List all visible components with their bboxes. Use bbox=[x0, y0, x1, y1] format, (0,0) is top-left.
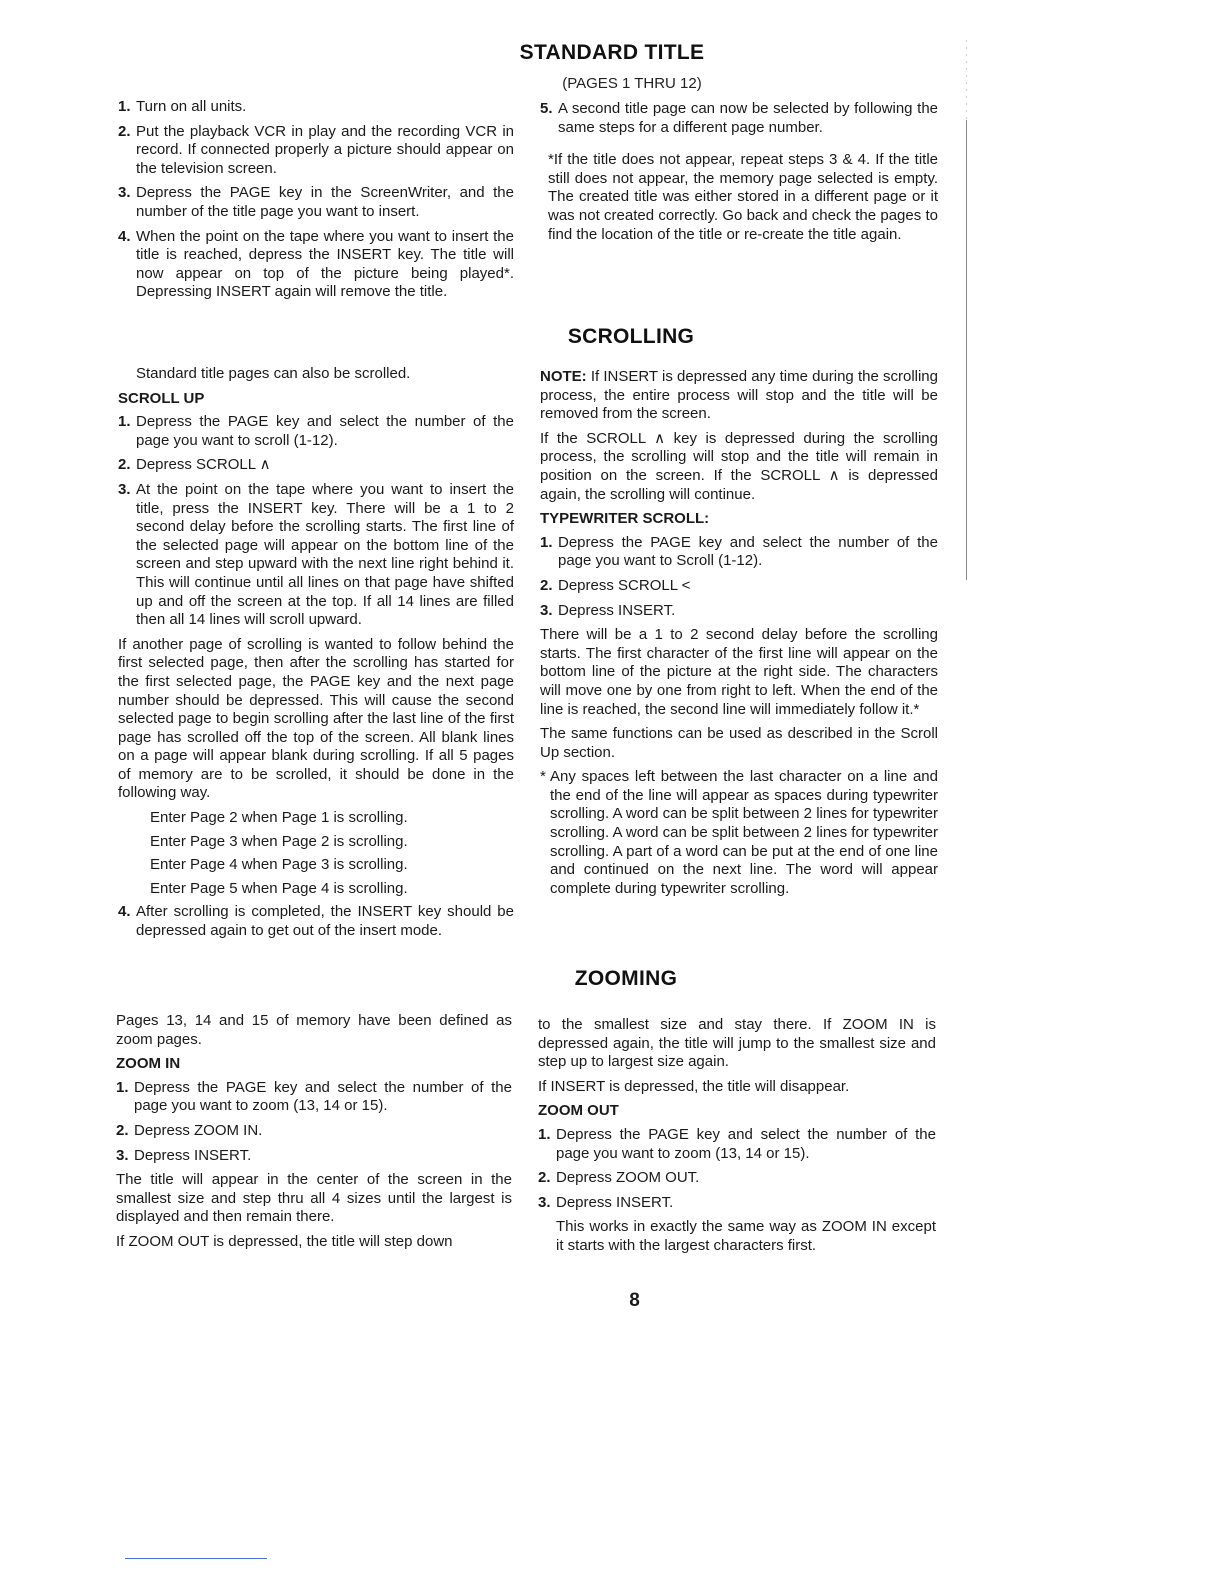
list-item: 2. Depress ZOOM OUT. bbox=[538, 1169, 700, 1187]
list-item: 1. Depress the PAGE key and select the number of the page you want to Scroll (1-12). bbox=[540, 533, 938, 570]
list-item: 3. Depress INSERT. bbox=[540, 601, 676, 619]
zoom-out-label: ZOOM OUT bbox=[538, 1102, 619, 1120]
zooming-intro: Pages 13, 14 and 15 of memory have been defined as zoom pages. bbox=[116, 1012, 512, 1048]
scrolling-note: NOTE: If INSERT is depressed any time during the scrolling process, the entire process will stop and the title will be removed from the screen. bbox=[540, 368, 938, 423]
typewriter-description: There will be a 1 to 2 second delay before the scrolling starts. The first character of the first line will appear on the bottom line of the picture at the right side. The characters will move one by one from right to left. When the end of the line is reached, the second line will immediately follow it.* bbox=[540, 626, 938, 718]
zoom-out-continued: to the smallest size and stay there. If ZOOM IN is depressed again, the title will jump to the smallest size and step up to largest size again. bbox=[538, 1016, 936, 1071]
insert-disappear-text: If INSERT is depressed, the title will disappear. bbox=[538, 1077, 850, 1095]
scrolling-right-column bbox=[540, 368, 938, 904]
standard-title-footnote: *If the title does not appear, repeat steps 3 & 4. If the title still does not appear, the memory page selected is empty. The created title was either stored in a different page or it was not created correctly. Go back and check the pages to find the location of the title or re-create the title again. bbox=[548, 151, 938, 243]
typewriter-footnote: * Any spaces left between the last character on a line and the end of the line will appear as spaces during typewriter scrolling. A word can be split between 2 lines for typewriter scrolling. A word can be split between 2 lines for typewriter scrolling. A part of a word can be put at the end of one line and continued on the next line. The word will appear complete during typewriter scrolling. bbox=[540, 768, 938, 897]
list-item: 3. Depress INSERT. bbox=[116, 1146, 252, 1164]
list-item: 1. Depress the PAGE key and select the number of the page you want to scroll (1-12). bbox=[118, 413, 514, 449]
list-item: 2. Depress SCROLL ∧ bbox=[118, 456, 271, 474]
scrolling-heading: SCROLLING bbox=[567, 325, 695, 348]
list-item: 4. When the point on the tape where you want to insert the title is reached, depress the INSERT key. The title will now appear on top of the picture being played*. Depressing INSERT again will remove the title. bbox=[118, 227, 514, 301]
list-item: 2. Put the playback VCR in play and the recording VCR in record. If connected properly a picture should appear on the television screen. bbox=[118, 122, 514, 177]
standard-title-right-column bbox=[540, 100, 938, 250]
list-item: 3. At the point on the tape where you want to insert the title, press the INSERT key. There will be a 1 to 2 second delay before the scrolling starts. The first line of the selected page will appear on the bottom line of the screen and step upward with the next line right behind it. This will continue until all lines on that page have shifted up and off the screen at the top. If all 14 lines are filled then all 14 lines will scroll upward. bbox=[118, 480, 514, 629]
zoom-in-description: The title will appear in the center of the screen in the smallest size and step thru all 4 sizes until the largest is displayed and then remain there. bbox=[116, 1171, 512, 1226]
enter-line: Enter Page 4 when Page 3 is scrolling. bbox=[150, 856, 408, 874]
standard-title-heading: STANDARD TITLE bbox=[519, 41, 705, 64]
standard-title-left-column bbox=[118, 98, 514, 308]
list-item: 4. After scrolling is completed, the INSERT key should be depressed again to get out of the insert mode. bbox=[118, 903, 514, 940]
scrolling-left-column bbox=[118, 365, 514, 947]
enter-line: Enter Page 5 when Page 4 is scrolling. bbox=[150, 879, 408, 897]
zooming-heading: ZOOMING bbox=[574, 967, 678, 990]
margin-dots bbox=[966, 40, 967, 120]
another-page-text: If another page of scrolling is wanted to follow behind the first selected page, then after the scrolling has started for the first selected page, the PAGE key and the next page number should be depressed. This will cause the second selected page to begin scrolling after the last line of the first page has scrolled off the top of the screen. All blank lines on a page will appear blank during scrolling. If all 5 pages of memory are to be scrolled, it should be done in the following way. bbox=[118, 635, 514, 802]
zoom-out-description: This works in exactly the same way as ZOOM IN except it starts with the largest characters first. bbox=[556, 1218, 936, 1254]
zooming-right-column bbox=[538, 1016, 936, 1262]
enter-line: Enter Page 3 when Page 2 is scrolling. bbox=[150, 832, 408, 850]
list-item: 3. Depress INSERT. bbox=[538, 1193, 674, 1211]
standard-title-subheading: (PAGES 1 THRU 12) bbox=[562, 75, 702, 92]
page-number: 8 bbox=[629, 1290, 640, 1311]
list-item: 1. Depress the PAGE key and select the number of the page you want to zoom (13, 14 or 15). bbox=[116, 1078, 512, 1115]
zoom-in-label: ZOOM IN bbox=[116, 1055, 181, 1073]
margin-line bbox=[966, 120, 967, 580]
list-item: 2. Depress ZOOM IN. bbox=[116, 1121, 263, 1139]
footer-rule bbox=[125, 1558, 267, 1559]
enter-line: Enter Page 2 when Page 1 is scrolling. bbox=[150, 809, 408, 827]
zooming-left-column bbox=[116, 1012, 512, 1258]
scroll-up-label: SCROLL UP bbox=[118, 389, 205, 407]
list-item: 5. A second title page can now be selected by following the same steps for a different page number. bbox=[540, 100, 938, 136]
typewriter-scroll-label: TYPEWRITER SCROLL: bbox=[540, 510, 710, 528]
scrolling-intro: Standard title pages can also be scrolled. bbox=[136, 365, 411, 382]
list-item: 1. Depress the PAGE key and select the number of the page you want to zoom (13, 14 or 15). bbox=[538, 1125, 936, 1162]
same-functions-text: The same functions can be used as described in the Scroll Up section. bbox=[540, 725, 938, 761]
zoom-out-pressed-text: If ZOOM OUT is depressed, the title will step down bbox=[116, 1232, 453, 1250]
scroll-key-text: If the SCROLL ∧ key is depressed during the scrolling process, the scrolling will stop and the title will remain in position on the screen. If the SCROLL ∧ is depressed again, the scrolling will continue. bbox=[540, 429, 938, 503]
list-item: 3. Depress the PAGE key in the ScreenWriter, and the number of the title page you want to insert. bbox=[118, 184, 514, 220]
list-item: 2. Depress SCROLL < bbox=[540, 576, 691, 594]
list-item: 1. Turn on all units. bbox=[118, 98, 247, 115]
